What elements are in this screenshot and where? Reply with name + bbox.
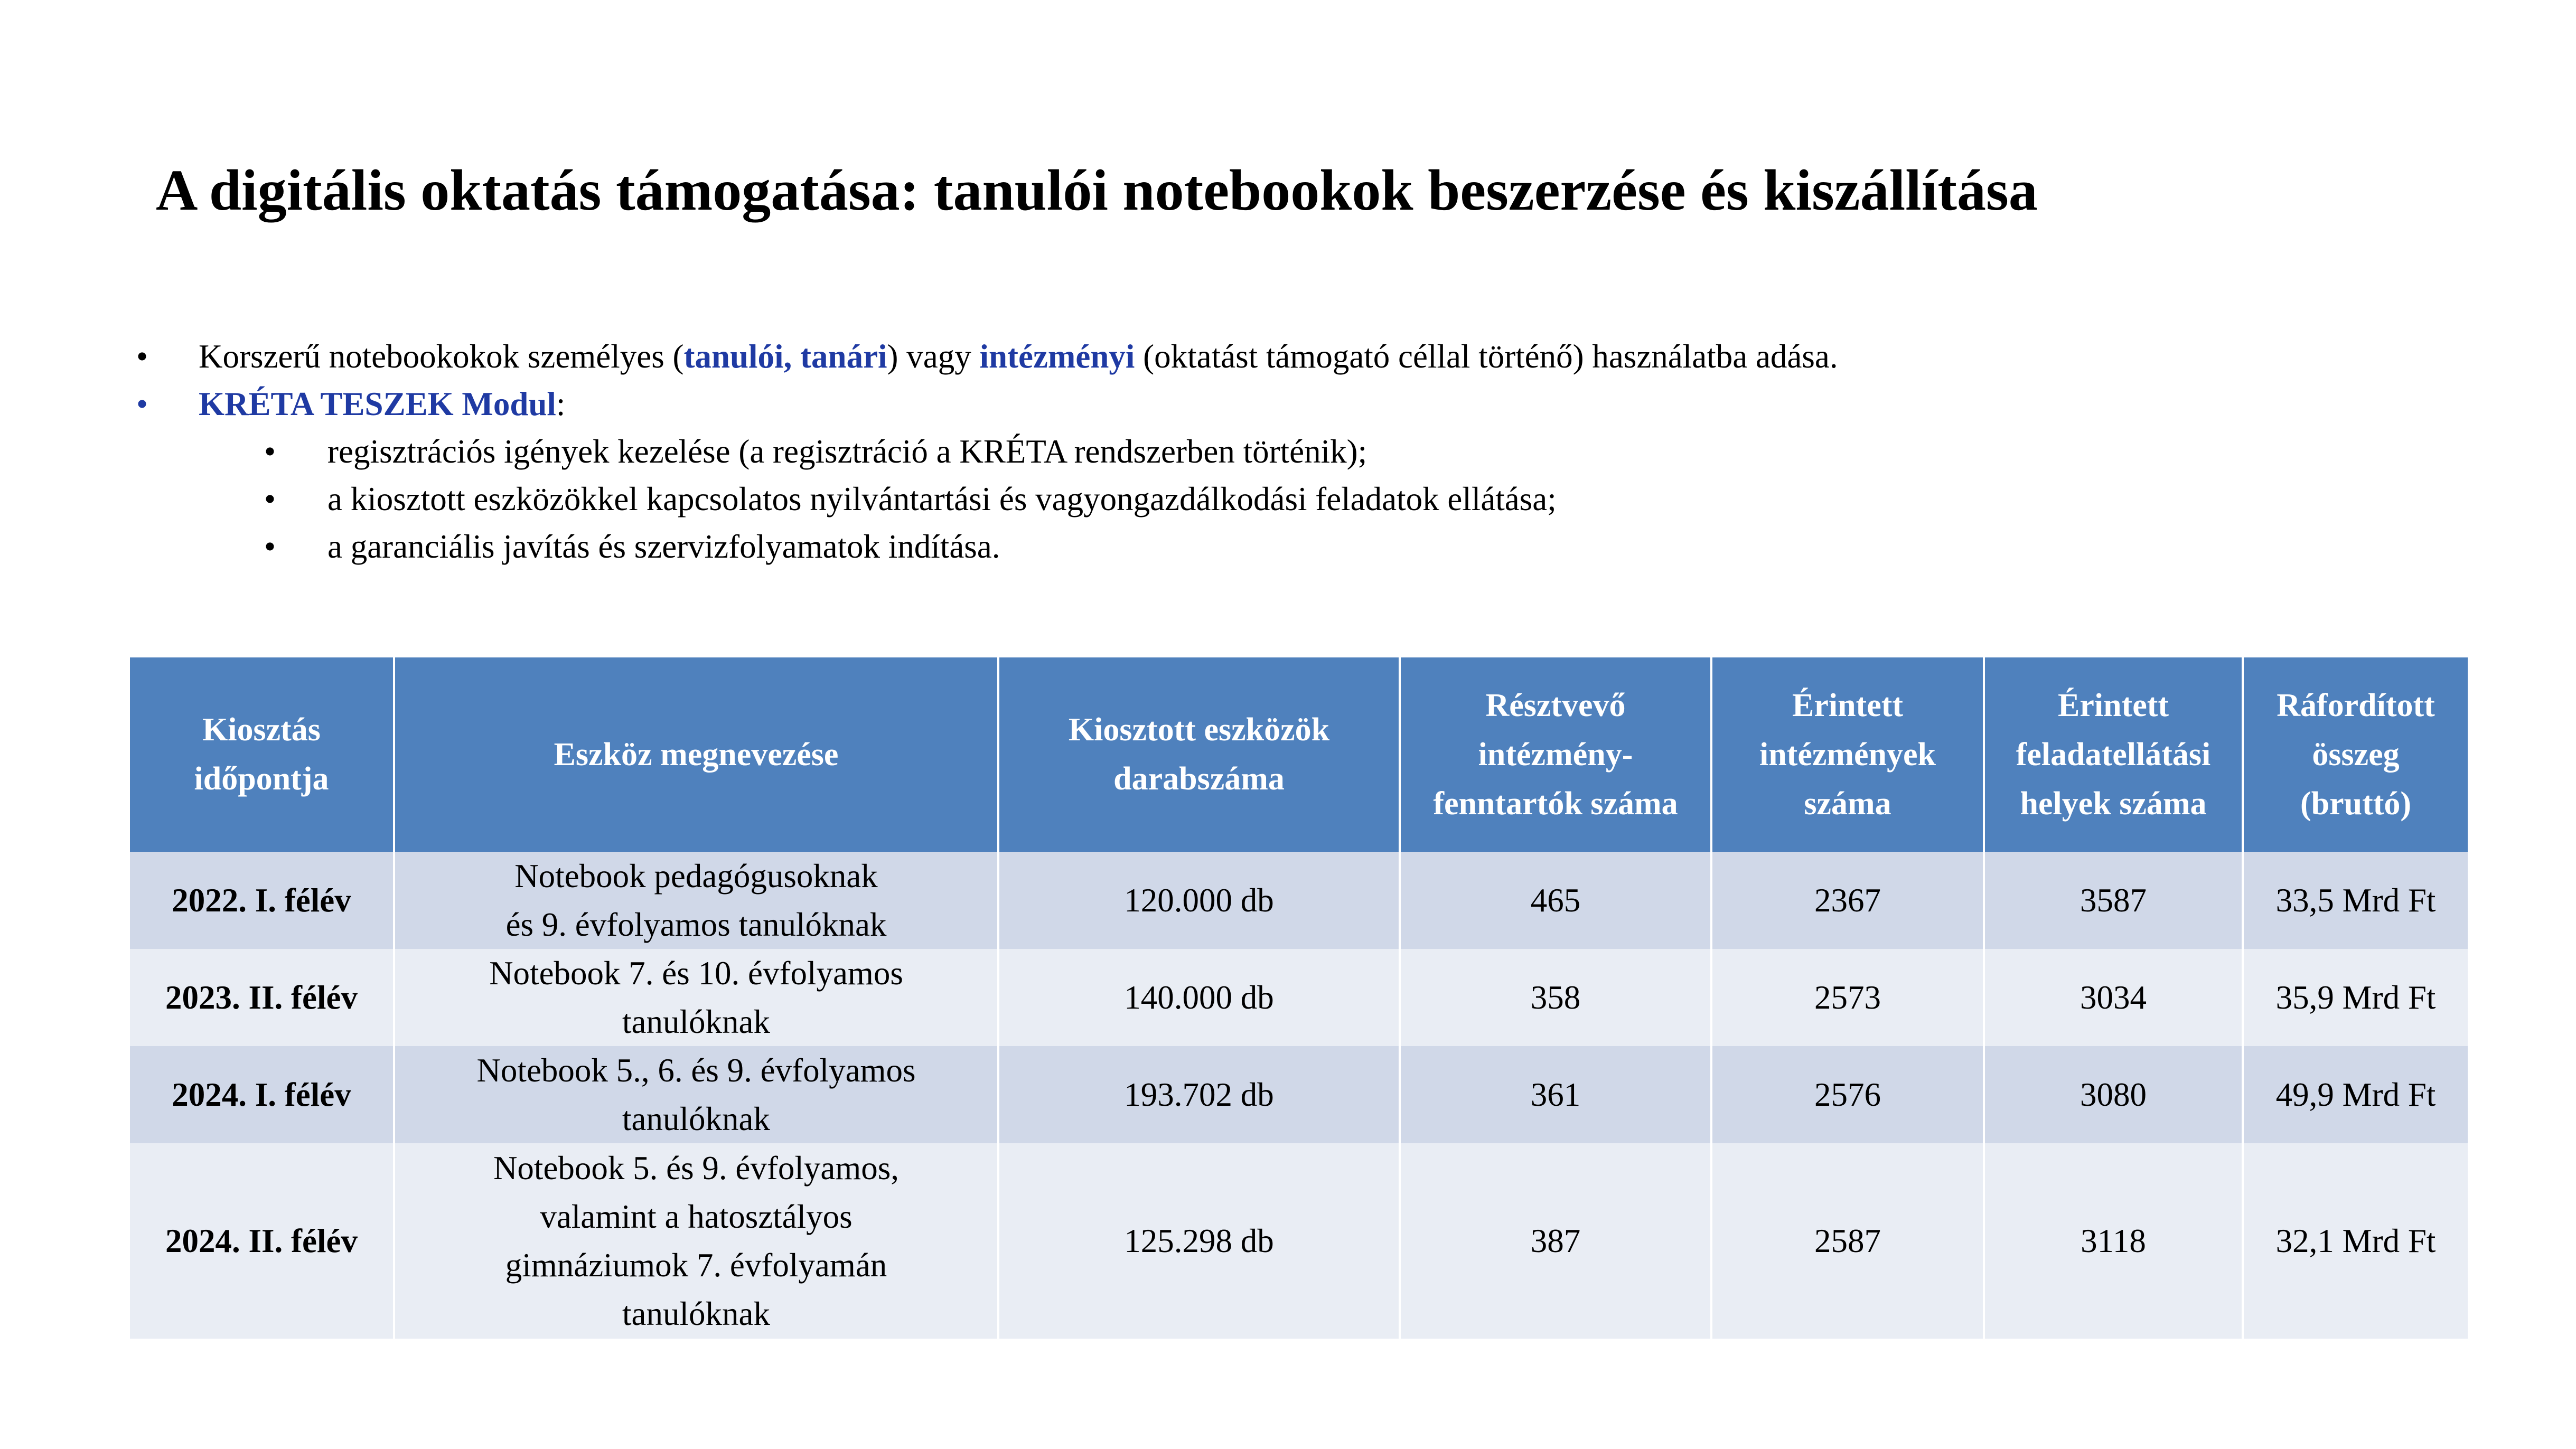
highlight-institutional: intézményi — [979, 338, 1135, 375]
table-row — [130, 852, 2468, 949]
cell-amount: 33,5 Mrd Ft — [2243, 852, 2468, 949]
cell-maintainers: 358 — [1400, 949, 1711, 1046]
bullet-dot: • — [264, 481, 276, 518]
bullet-list — [0, 333, 2576, 570]
bullet-dot: • — [136, 338, 148, 375]
distribution-table — [130, 657, 2468, 1339]
cell-device: Notebook 5. és 9. évfolyamos, valamint a hatosztályos gimnáziumok 7. évfolyamán tanulóknak — [394, 1143, 998, 1339]
header-amount: Ráfordított összeg (bruttó) — [2243, 657, 2468, 852]
cell-amount: 32,1 Mrd Ft — [2243, 1143, 2468, 1339]
table-row — [130, 949, 2468, 1046]
cell-sites: 3080 — [1984, 1046, 2243, 1143]
cell-maintainers: 361 — [1400, 1046, 1711, 1143]
cell-count: 125.298 db — [998, 1143, 1400, 1339]
cell-device: Notebook pedagógusoknak és 9. évfolyamos tanulóknak — [394, 852, 998, 949]
highlight-kreta-module: KRÉTA TESZEK Modul — [199, 385, 556, 422]
cell-count: 120.000 db — [998, 852, 1400, 949]
cell-period: 2024. II. félév — [130, 1143, 394, 1339]
cell-sites: 3118 — [1984, 1143, 2243, 1339]
cell-device: Notebook 5., 6. és 9. évfolyamos tanulóknak — [394, 1046, 998, 1143]
page-title: A digitális oktatás támogatása: tanulói notebookok beszerzése és kiszállítása — [156, 158, 2038, 222]
bullet-item-usage — [0, 333, 2576, 380]
header-count: Kiosztott eszközök darabszáma — [998, 657, 1400, 852]
sub-bullet-item — [0, 475, 2576, 523]
cell-maintainers: 387 — [1400, 1143, 1711, 1339]
sub-bullet-item — [0, 428, 2576, 475]
highlight-personal: tanulói, tanári — [683, 338, 887, 375]
header-period: Kiosztás időpontja — [130, 657, 394, 852]
cell-device: Notebook 7. és 10. évfolyamos tanulóknak — [394, 949, 998, 1046]
bullet-text: Korszerű notebookokok személyes (tanulói, tanári) vagy intézményi (oktatást támogató céllal történő) használatba adása. — [199, 338, 1838, 375]
cell-count: 193.702 db — [998, 1046, 1400, 1143]
sub-bullet-text: a garanciális javítás és szervizfolyamatok indítása. — [327, 528, 1000, 565]
cell-institutions: 2587 — [1711, 1143, 1984, 1339]
bullet-dot: • — [136, 385, 148, 422]
cell-period: 2024. I. félév — [130, 1046, 394, 1143]
header-sites: Érintett feladatellátási helyek száma — [1984, 657, 2243, 852]
header-device: Eszköz megnevezése — [394, 657, 998, 852]
table-row — [130, 1143, 2468, 1339]
cell-period: 2022. I. félév — [130, 852, 394, 949]
cell-period: 2023. II. félév — [130, 949, 394, 1046]
cell-amount: 35,9 Mrd Ft — [2243, 949, 2468, 1046]
cell-sites: 3034 — [1984, 949, 2243, 1046]
cell-institutions: 2576 — [1711, 1046, 1984, 1143]
bullet-text: KRÉTA TESZEK Modul: — [199, 385, 566, 422]
cell-sites: 3587 — [1984, 852, 2243, 949]
cell-maintainers: 465 — [1400, 852, 1711, 949]
sub-bullet-text: regisztrációs igények kezelése (a regisztráció a KRÉTA rendszerben történik); — [327, 433, 1367, 470]
bullet-dot: • — [264, 528, 276, 565]
cell-institutions: 2573 — [1711, 949, 1984, 1046]
cell-institutions: 2367 — [1711, 852, 1984, 949]
table-row — [130, 1046, 2468, 1143]
header-institutions: Érintett intézmények száma — [1711, 657, 1984, 852]
sub-bullet-item — [0, 523, 2576, 570]
sub-bullet-text: a kiosztott eszközökkel kapcsolatos nyilvántartási és vagyongazdálkodási feladatok ellátása; — [327, 481, 1557, 518]
table-header-row — [130, 657, 2468, 852]
bullet-dot: • — [264, 433, 276, 470]
cell-count: 140.000 db — [998, 949, 1400, 1046]
cell-amount: 49,9 Mrd Ft — [2243, 1046, 2468, 1143]
bullet-item-kreta — [0, 380, 2576, 428]
header-maintainers: Résztvevő intézmény- fenntartók száma — [1400, 657, 1711, 852]
